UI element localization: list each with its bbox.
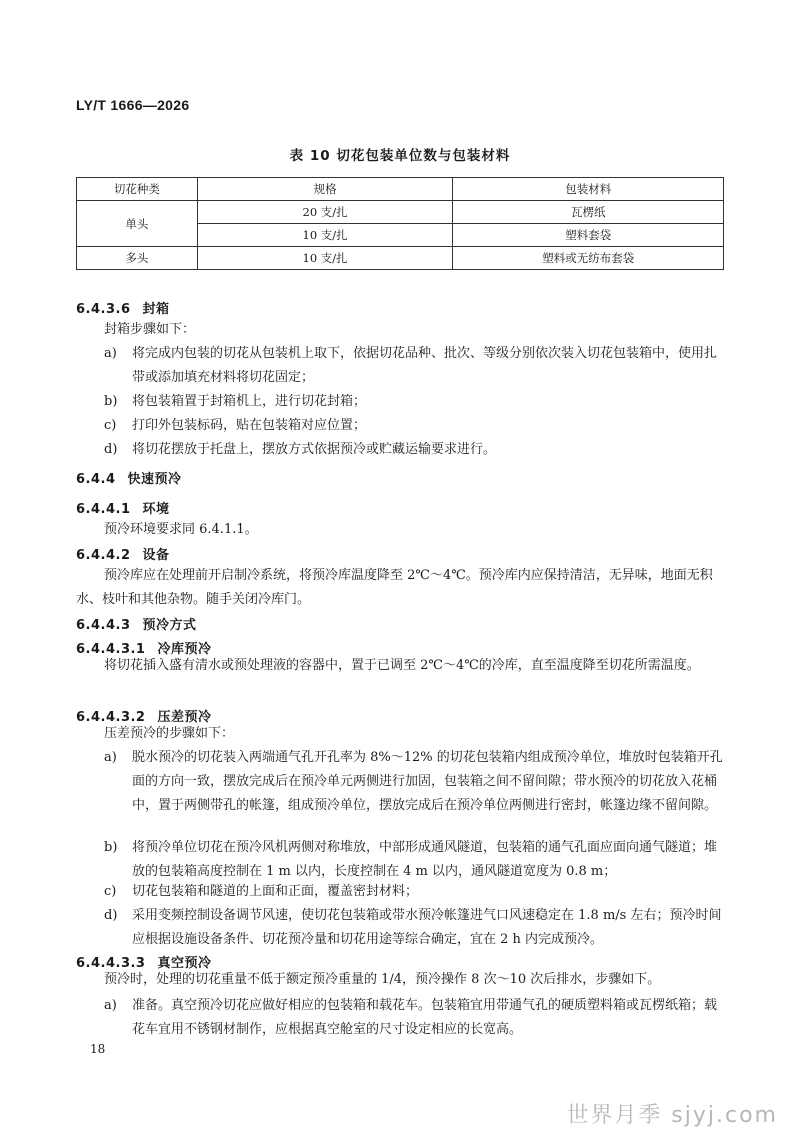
list-item bbox=[104, 342, 724, 390]
table-cell-spec: 10 支/扎 bbox=[197, 224, 453, 247]
section-title: 封箱 bbox=[142, 302, 170, 317]
list-item bbox=[104, 746, 724, 818]
list-label: d) bbox=[104, 908, 118, 923]
section-title: 环境 bbox=[142, 502, 170, 517]
packaging-table bbox=[76, 177, 724, 270]
paragraph bbox=[76, 968, 724, 992]
section-number: 6.4.4.1 bbox=[76, 502, 131, 517]
paragraph-text: 将切花插入盛有清水或预处理液的容器中，置于已调至 2℃～4℃的冷库，直至温度降至切花所需温度。 bbox=[104, 658, 700, 673]
section-title: 设备 bbox=[142, 548, 170, 563]
table-cell-type: 单头 bbox=[77, 201, 198, 247]
table-cell-material: 塑料或无纺布套袋 bbox=[453, 247, 724, 270]
table-cell-material: 瓦楞纸 bbox=[453, 201, 724, 224]
paragraph: 封箱步骤如下： bbox=[104, 322, 196, 337]
section-heading-6443 bbox=[76, 614, 197, 633]
table-header-row bbox=[77, 178, 724, 201]
section-heading-6442 bbox=[76, 544, 170, 563]
list-label: c) bbox=[104, 884, 117, 899]
table-row bbox=[77, 201, 724, 224]
paragraph: 压差预冷的步骤如下： bbox=[104, 726, 235, 741]
list-text: 将完成内包装的切花从包装机上取下，依据切花品种、批次、等级分别依次装入切花包装箱中，使用扎带或添加填充材料将切花固定； bbox=[132, 346, 718, 385]
list-item bbox=[104, 880, 724, 904]
paragraph bbox=[76, 518, 724, 542]
list-label: d) bbox=[104, 442, 118, 457]
section-number: 6.4.4.2 bbox=[76, 548, 131, 563]
page-number: 18 bbox=[90, 1042, 106, 1056]
list-text: 将切花摆放于托盘上，摆放方式依据预冷或贮藏运输要求进行。 bbox=[132, 442, 497, 457]
list-label: b) bbox=[104, 394, 118, 409]
table-caption: 表 10 切花包装单位数与包装材料 bbox=[289, 148, 511, 164]
table-header-cell: 规格 bbox=[197, 178, 453, 201]
section-title: 冷库预冷 bbox=[157, 642, 212, 657]
table-header-cell: 包装材料 bbox=[453, 178, 724, 201]
section-heading-644 bbox=[76, 468, 182, 487]
table-cell-material: 塑料套袋 bbox=[453, 224, 724, 247]
list-label: b) bbox=[104, 840, 118, 855]
list-item bbox=[104, 438, 724, 462]
paragraph bbox=[76, 654, 724, 678]
list-item bbox=[104, 994, 724, 1042]
list-label: c) bbox=[104, 418, 117, 433]
section-number: 6.4.4.3 bbox=[76, 618, 131, 633]
list-item bbox=[104, 836, 724, 884]
section-heading-6436 bbox=[76, 298, 170, 317]
list-text: 将包装箱置于封箱机上，进行切花封箱； bbox=[132, 394, 367, 409]
list-text: 采用变频控制设备调节风速，使切花包装箱或带水预冷帐篷进气口风速稳定在 1.8 m/s 左右；预冷时间应根据设施设备条件、切花预冷量和切花用途等综合确定，宜在 2 h 内完成预冷。 bbox=[132, 908, 722, 947]
table-cell-spec: 10 支/扎 bbox=[197, 247, 453, 270]
section-number: 6.4.3.6 bbox=[76, 302, 131, 317]
table-cell-type: 多头 bbox=[77, 247, 198, 270]
paragraph-text: 预冷时，处理的切花重量不低于额定预冷重量的 1/4，预冷操作 8 次～10 次后排水，步骤如下。 bbox=[104, 972, 661, 987]
list-text: 脱水预冷的切花装入两端通气孔开孔率为 8%～12% 的切花包装箱内组成预冷单位，堆放时包装箱开孔面的方向一致，摆放完成后在预冷单元两侧进行加固，包装箱之间不留间隙；带水预冷的切花放入花桶中，置于两侧带孔的帐篷，组成预冷单位，摆放完成后在预冷单位两侧进行密封，帐篷边缘不留间隙。 bbox=[132, 750, 723, 813]
section-title: 真空预冷 bbox=[157, 956, 212, 971]
section-number: 6.4.4.3.2 bbox=[76, 710, 146, 725]
watermark: 世界月季 sjyj.com bbox=[566, 1103, 778, 1128]
list-text: 打印外包装标码，贴在包装箱对应位置； bbox=[132, 418, 367, 433]
list-text: 将预冷单位切花在预冷风机两侧对称堆放，中部形成通风隧道，包装箱的通气孔面应面向通气隧道；堆放的包装箱高度控制在 1 m 以内，长度控制在 4 m 以内，通风隧道宽度为 0.8 m； bbox=[132, 840, 718, 879]
section-number: 6.4.4.3.1 bbox=[76, 642, 146, 657]
list-label: a) bbox=[104, 998, 117, 1013]
section-heading-6441 bbox=[76, 498, 170, 517]
table-row bbox=[77, 247, 724, 270]
section-number: 6.4.4.3.3 bbox=[76, 956, 146, 971]
standard-code: LY/T 1666—2026 bbox=[76, 97, 190, 113]
list-item bbox=[104, 390, 724, 414]
table-header-cell: 切花种类 bbox=[77, 178, 198, 201]
list-item bbox=[104, 414, 724, 438]
table-cell-spec: 20 支/扎 bbox=[197, 201, 453, 224]
list-label: a) bbox=[104, 346, 117, 361]
list-text: 切花包装箱和隧道的上面和正面，覆盖密封材料； bbox=[132, 884, 419, 899]
section-title: 预冷方式 bbox=[142, 618, 197, 633]
paragraph-text: 预冷库应在处理前开启制冷系统，将预冷库温度降至 2℃～4℃。预冷库内应保持清洁，无异味，地面无积水、枝叶和其他杂物。随手关闭冷库门。 bbox=[76, 568, 713, 607]
section-title: 快速预冷 bbox=[127, 472, 182, 487]
section-title: 压差预冷 bbox=[157, 710, 212, 725]
paragraph-text: 预冷环境要求同 6.4.1.1。 bbox=[104, 522, 258, 537]
paragraph bbox=[76, 564, 724, 612]
list-item bbox=[104, 904, 724, 952]
section-number: 6.4.4 bbox=[76, 472, 116, 487]
list-text: 准备。真空预冷切花应做好相应的包装箱和载花车。包装箱宜用带通气孔的硬质塑料箱或瓦楞纸箱；载花车宜用不锈钢材制作，应根据真空舱室的尺寸设定相应的长宽高。 bbox=[132, 998, 718, 1037]
list-label: a) bbox=[104, 750, 117, 765]
